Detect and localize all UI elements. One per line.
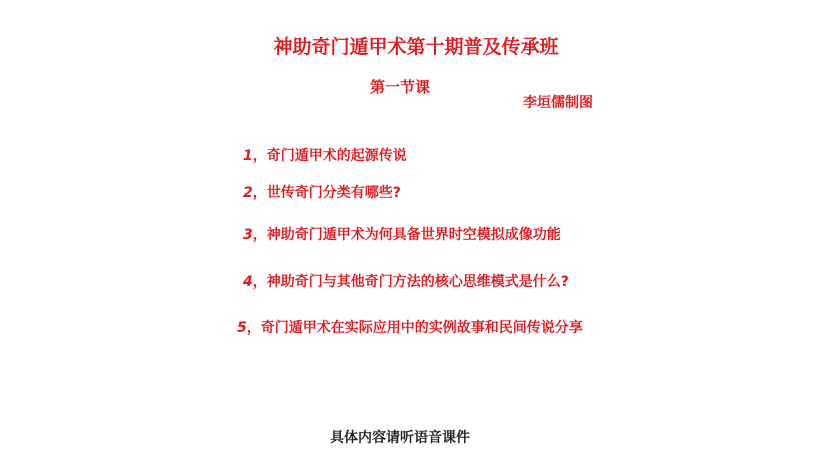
list-item-separator: ，: [252, 185, 267, 201]
list-item: [243, 183, 401, 203]
list-item-text: 神助奇门与其他奇门方法的核心思维模式是什么?: [266, 274, 569, 290]
list-item-separator: ，: [252, 148, 267, 164]
list-item-number: 5: [237, 320, 247, 336]
list-item-separator: ，: [246, 320, 261, 336]
list-item-number: 4: [243, 274, 253, 290]
list-item-separator: ，: [252, 227, 267, 243]
list-item-number: 3: [243, 227, 253, 243]
list-item-text: 世传奇门分类有哪些?: [266, 185, 401, 201]
list-item-number: 1: [243, 148, 253, 164]
list-item-separator: ，: [252, 274, 267, 290]
list-item-text: 奇门遁甲术的起源传说: [266, 148, 407, 164]
list-item: [237, 318, 583, 338]
list-item-number: 2: [243, 185, 253, 201]
list-item: [243, 225, 561, 245]
page-title: 神助奇门遁甲术第十期普及传承班: [273, 36, 559, 58]
list-item: [243, 272, 569, 292]
lesson-title: 第一节课: [370, 78, 431, 96]
list-item-text: 奇门遁甲术在实际应用中的实例故事和民间传说分享: [260, 320, 583, 336]
footer-note: 具体内容请听语音课件: [330, 430, 470, 446]
list-item-text: 神助奇门遁甲术为何具备世界时空模拟成像功能: [266, 227, 561, 243]
list-item: [243, 146, 407, 166]
author-credit: 李垣儒制图: [523, 95, 593, 111]
